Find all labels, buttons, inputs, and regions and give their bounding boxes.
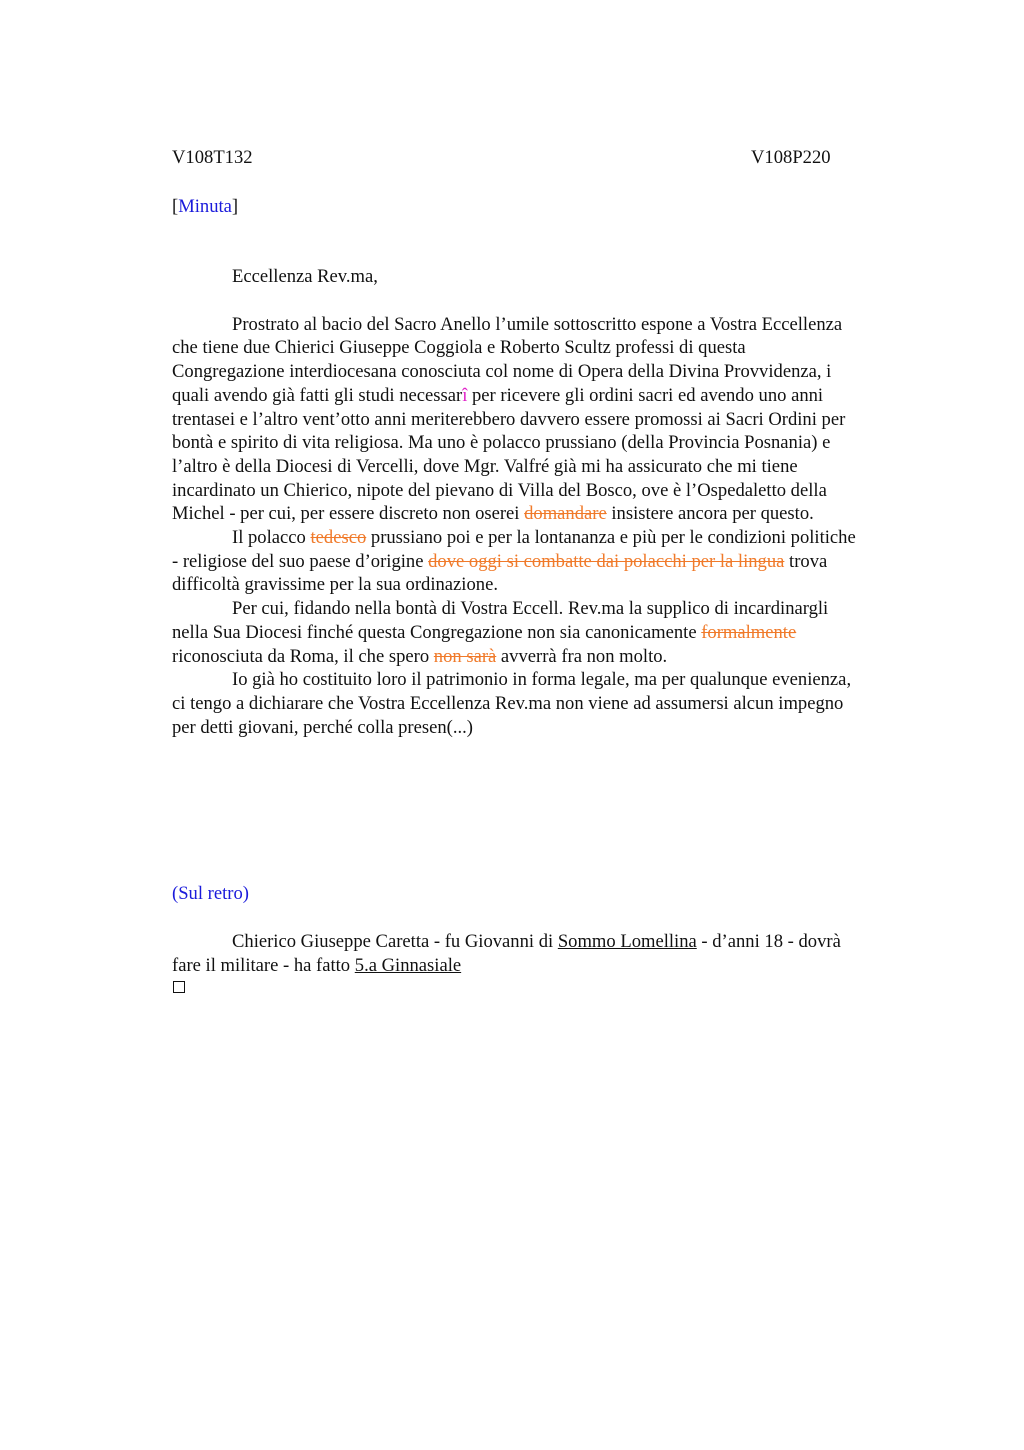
- text-line: ci tengo a dichiarare che Vostra Eccellenza Rev.ma non viene ad assumersi alcun impegno: [172, 692, 844, 714]
- text-line: l’altro è della Diocesi di Vercelli, dove Mgr. Valfré già mi ha assicurato che mi tiene: [172, 455, 798, 477]
- text-segment: prussiano poi e per la lontananza e più per le condizioni politiche: [366, 527, 856, 549]
- text-line: incardinato un Chierico, nipote del pievano di Villa del Bosco, ove è l’Ospedaletto della: [172, 479, 827, 501]
- minuta-label: [172, 195, 238, 219]
- text-line: che tiene due Chierici Giuseppe Coggiola e Roberto Scultz professi di questa: [172, 337, 746, 359]
- text-line: [172, 954, 841, 978]
- text-line: Io già ho costituito loro il patrimonio in forma legale, ma per qualunque evenienza,: [232, 669, 852, 691]
- text-line: per detti giovani, perché colla presen(...): [172, 716, 473, 738]
- text-line: [172, 502, 932, 526]
- text-segment: trova: [784, 550, 828, 572]
- text-line: Prostrato al bacio del Sacro Anello l’umile sottoscritto espone a Vostra Eccellenza: [232, 313, 843, 335]
- text-line: [172, 550, 932, 574]
- text-line: bontà e spirito di vita religiosa. Ma uno è polacco prussiano (della Provincia Posnania) e: [172, 432, 831, 454]
- letter-body: [172, 265, 932, 739]
- retro-body: [172, 930, 841, 977]
- document-code-right: V108P220: [751, 147, 831, 168]
- text-segment: quali avendo già fatti gli studi necessar: [172, 384, 463, 406]
- text-segment: per ricevere gli ordini sacri ed avendo uno anni: [467, 384, 824, 406]
- paragraph-3: [172, 597, 932, 668]
- text-segment: Chierico Giuseppe Caretta - fu Giovanni di: [232, 931, 558, 952]
- bracket-close: ]: [231, 196, 239, 217]
- deleted-text: dove oggi si combatte dai polacchi per la lingua: [428, 550, 785, 572]
- salutation: Eccellenza Rev.ma,: [232, 266, 378, 287]
- text-line: [172, 645, 932, 669]
- bracket-open: [: [172, 196, 179, 217]
- underlined-text: Sommo Lomellina: [557, 931, 697, 952]
- text-line: difficoltà gravissime per la sua ordinazione.: [172, 574, 498, 596]
- paragraph-1: [172, 313, 932, 526]
- paragraph-4: [172, 668, 932, 739]
- text-segment: - d’anni 18 - dovrà: [696, 931, 841, 952]
- retro-heading: (Sul retro): [172, 883, 249, 904]
- text-segment: nella Sua Diocesi finché questa Congregazione non sia canonicamente: [172, 621, 702, 643]
- text-line: Congregazione interdiocesana conosciuta col nome di Opera della Divina Provvidenza, i: [172, 361, 832, 383]
- text-line: [172, 930, 841, 954]
- text-line: [172, 526, 932, 550]
- text-segment: - religiose del suo paese d’origine: [172, 550, 429, 572]
- document-code-left: V108T132: [172, 147, 253, 168]
- text-segment: fare il militare - ha fatto: [172, 954, 355, 976]
- deleted-text: domandare: [524, 503, 607, 525]
- text-line: [172, 621, 932, 645]
- inserted-text: î: [462, 384, 468, 406]
- paragraph-2: [172, 526, 932, 597]
- checkbox-square-icon: [173, 981, 185, 993]
- text-segment: insistere ancora per questo.: [606, 503, 814, 525]
- deleted-text: formalmente: [701, 621, 797, 643]
- spacer: [172, 289, 932, 313]
- text-segment: Michel - per cui, per essere discreto non oserei: [172, 503, 525, 525]
- underlined-text: 5.a Ginnasiale: [354, 954, 462, 976]
- text-segment: avverrà fra non molto.: [496, 645, 668, 667]
- deleted-text: tedesco: [310, 527, 367, 549]
- text-segment: riconosciuta da Roma, il che spero: [172, 645, 434, 667]
- deleted-text: non sarà: [433, 645, 497, 667]
- text-segment: Il polacco: [232, 527, 311, 549]
- text-line: trentasei e l’altro vent’otto anni meriterebbero davvero essere promossi ai Sacri Ordini per: [172, 408, 846, 430]
- text-line: Per cui, fidando nella bontà di Vostra Eccell. Rev.ma la supplico di incardinargli: [232, 598, 829, 620]
- text-line: [172, 384, 932, 408]
- minuta-text: Minuta: [178, 196, 232, 217]
